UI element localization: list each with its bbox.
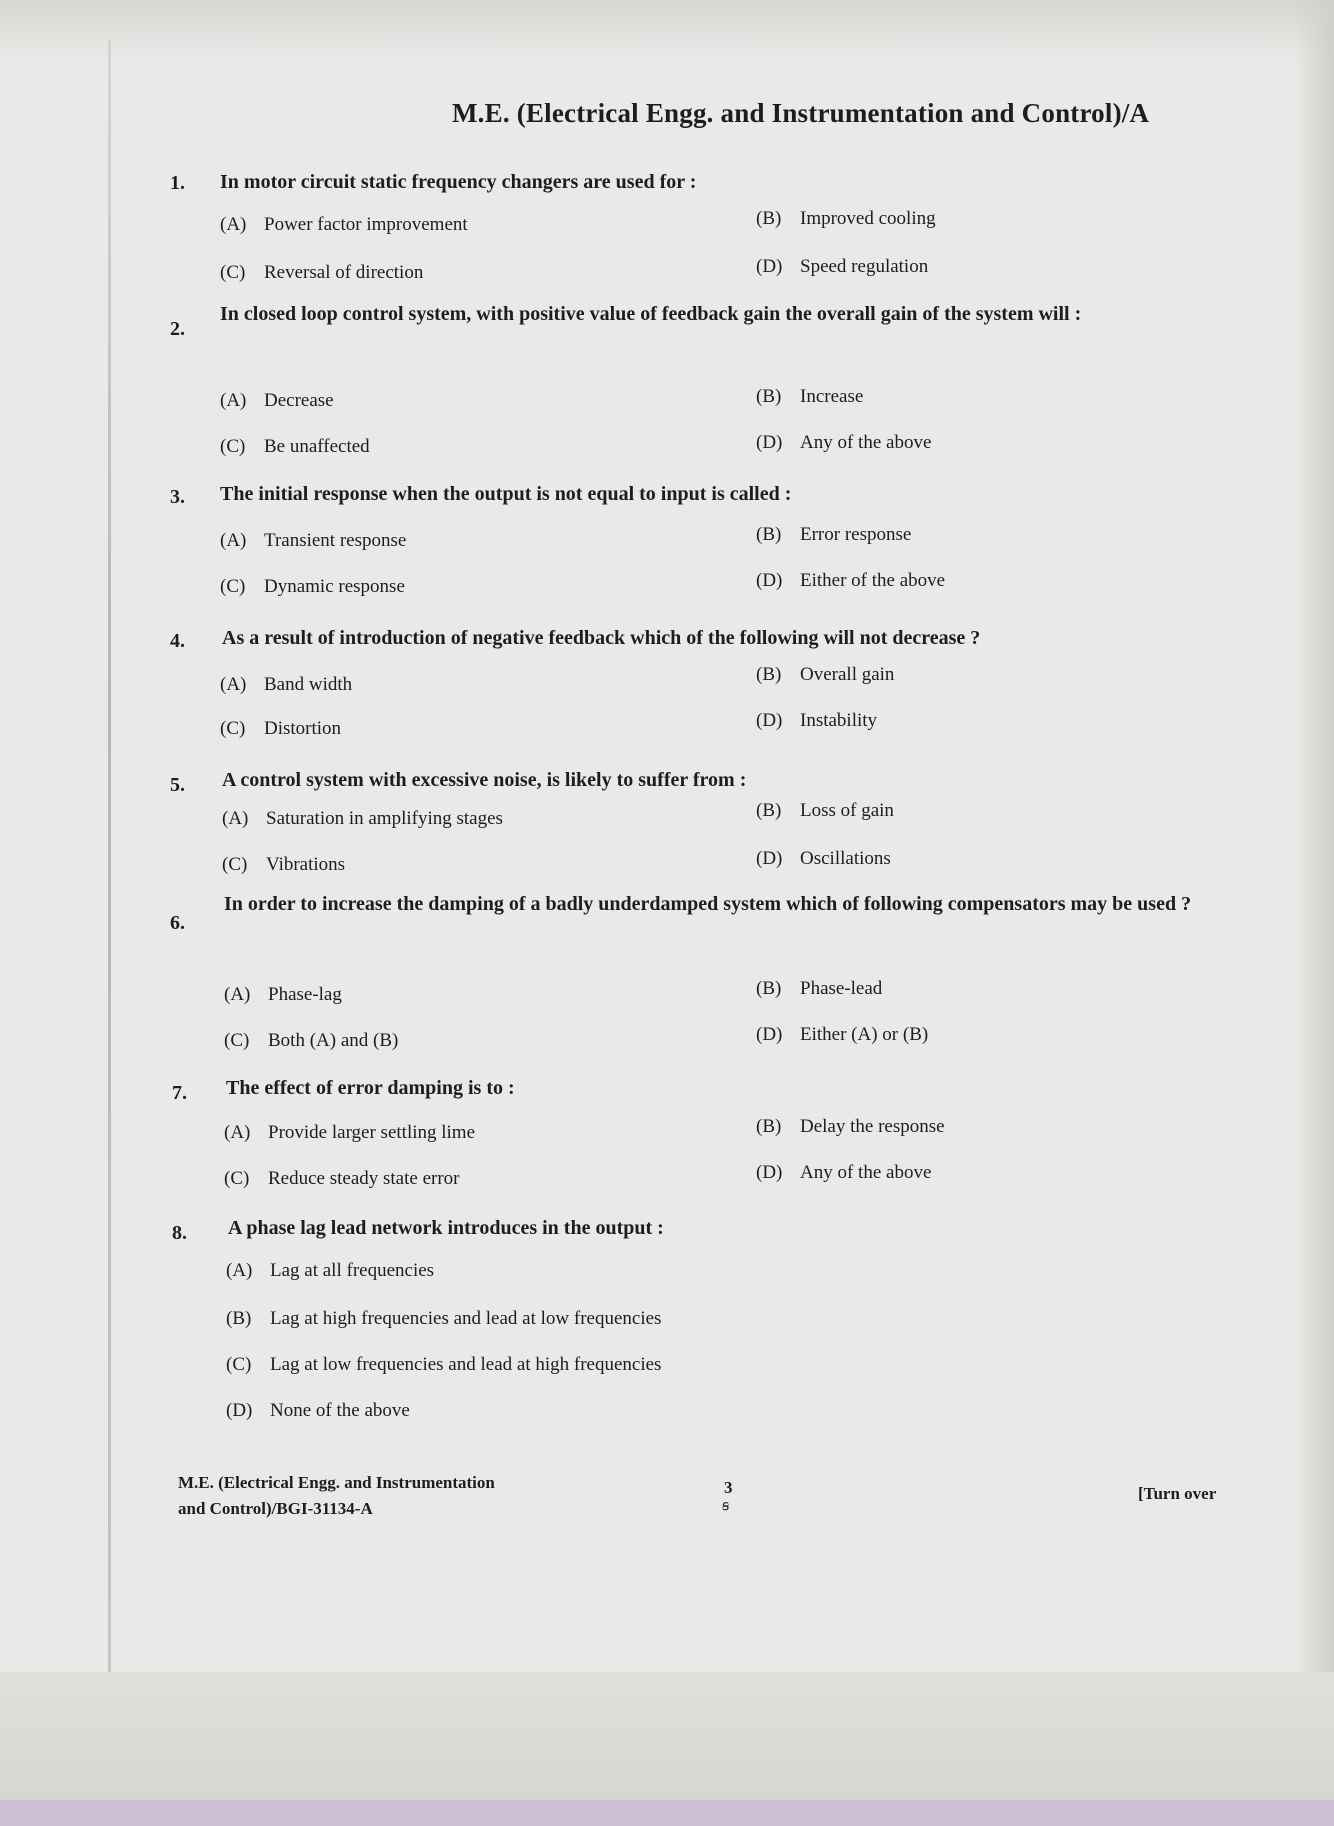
option-a: (A) Band width bbox=[220, 674, 353, 695]
option-a: (A) Provide larger settling lime bbox=[224, 1122, 476, 1143]
option-b: (B) Phase-lead bbox=[756, 978, 883, 999]
turn-over-note: [Turn over bbox=[1138, 1484, 1217, 1503]
page-title: M.E. (Electrical Engg. and Instrumentation and Control)/A bbox=[452, 98, 1150, 128]
question-text: In order to increase the damping of a badly underdamped system which of following compensators may be used ? bbox=[224, 893, 1192, 915]
scan-bottom-band bbox=[0, 1800, 1334, 1826]
scan-shadow-top bbox=[0, 0, 1334, 60]
option-b: (B) Error response bbox=[756, 524, 912, 545]
option-c: (C) Both (A) and (B) bbox=[224, 1030, 399, 1051]
option-b: (B) Overall gain bbox=[756, 664, 895, 685]
option-d: (D) Oscillations bbox=[756, 848, 891, 869]
question-number: 1. bbox=[170, 172, 185, 194]
option-c: (C) Reversal of direction bbox=[220, 262, 424, 283]
option-a: (A) Transient response bbox=[220, 530, 407, 551]
question-text: The initial response when the output is not equal to input is called : bbox=[220, 483, 792, 505]
question-number: 6. bbox=[170, 912, 185, 934]
option-b: (B) Increase bbox=[756, 386, 864, 407]
option-b: (B) Improved cooling bbox=[756, 208, 936, 229]
option-d: (D) Speed regulation bbox=[756, 256, 929, 277]
option-d: (D) Any of the above bbox=[756, 1162, 932, 1183]
option-d: (D) Instability bbox=[756, 710, 878, 731]
option-c: (C) Distortion bbox=[220, 718, 342, 739]
page-binding-edge bbox=[108, 40, 111, 1680]
question-text: As a result of introduction of negative feedback which of the following will not decrease ? bbox=[222, 627, 981, 649]
option-b: (B) Lag at high frequencies and lead at low frequencies bbox=[226, 1308, 662, 1329]
option-a: (A) Lag at all frequencies bbox=[226, 1260, 435, 1281]
option-a: (A) Decrease bbox=[220, 390, 334, 411]
question-number: 2. bbox=[170, 318, 185, 340]
option-b: (B) Loss of gain bbox=[756, 800, 894, 821]
option-d: (D) Either of the above bbox=[756, 570, 946, 591]
question-text: A control system with excessive noise, is likely to suffer from : bbox=[222, 769, 747, 791]
question-number: 3. bbox=[170, 486, 185, 508]
option-c: (C) Dynamic response bbox=[220, 576, 405, 597]
footer-line-2: and Control)/BGI-31134-A bbox=[178, 1499, 373, 1518]
footer-line-1: M.E. (Electrical Engg. and Instrumentation bbox=[178, 1473, 495, 1492]
option-d: (D) Any of the above bbox=[756, 432, 932, 453]
question-number: 8. bbox=[172, 1222, 187, 1244]
option-a: (A) Saturation in amplifying stages bbox=[222, 808, 503, 829]
option-c: (C) Vibrations bbox=[222, 854, 346, 875]
page-mark: ꞩ bbox=[722, 1499, 730, 1514]
option-d: (D) Either (A) or (B) bbox=[756, 1024, 929, 1045]
page-number: 3 bbox=[724, 1478, 733, 1497]
question-text: A phase lag lead network introduces in the output : bbox=[228, 1217, 664, 1239]
footer-paper-code bbox=[178, 1470, 495, 1522]
question-number: 4. bbox=[170, 630, 185, 652]
scan-shadow-right bbox=[1294, 0, 1334, 1826]
question-text: In closed loop control system, with positive value of feedback gain the overall gain of the system will : bbox=[220, 303, 1082, 325]
option-a: (A) Phase-lag bbox=[224, 984, 342, 1005]
question-number: 5. bbox=[170, 774, 185, 796]
option-c: (C) Be unaffected bbox=[220, 436, 370, 457]
option-b: (B) Delay the response bbox=[756, 1116, 945, 1137]
option-d: (D) None of the above bbox=[226, 1400, 410, 1421]
question-text: The effect of error damping is to : bbox=[226, 1077, 515, 1099]
question-number: 7. bbox=[172, 1082, 187, 1104]
option-c: (C) Lag at low frequencies and lead at high frequencies bbox=[226, 1354, 662, 1375]
question-text: In motor circuit static frequency changers are used for : bbox=[220, 171, 697, 193]
option-c: (C) Reduce steady state error bbox=[224, 1168, 460, 1189]
option-a: (A) Power factor improvement bbox=[220, 214, 468, 235]
